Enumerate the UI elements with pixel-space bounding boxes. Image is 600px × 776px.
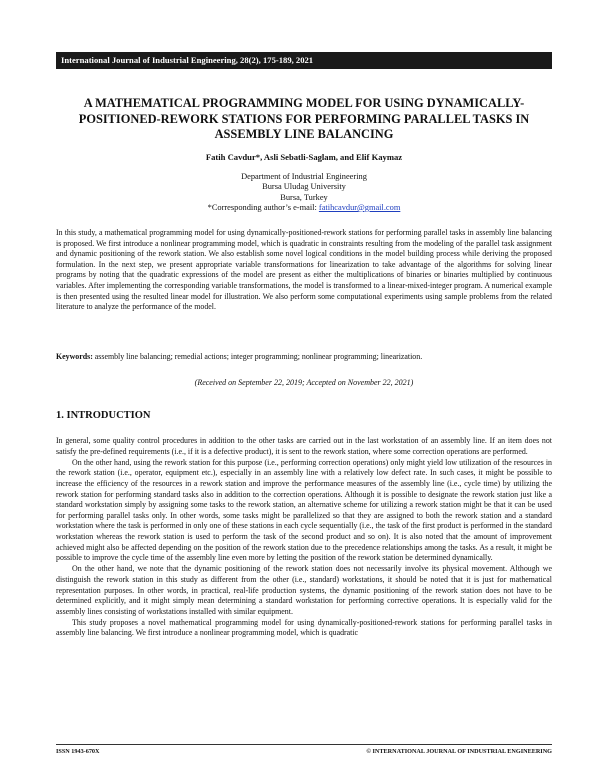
keywords-label: Keywords: — [56, 352, 93, 361]
paragraph: On the other hand, we note that the dynamic positioning of the rework station does not necessarily involve its physical movement. Although we distinguish the rework station in this study as different from the other (i.e., standard) workstations, it should be noted that it is just for mathematical representation purposes. In other words, in practical, real-life production systems, the dynamic positioning of the rework station does not have to be determined explicitly, and it might simply mean determining a standard workstation for performing corrective operations. It is especially valid for the assembly lines consisting of workstations installed with similar equipment. — [56, 564, 552, 616]
authors: Fatih Cavdur*, Asli Sebatli-Saglam, and Elif Kaymaz — [205, 152, 403, 162]
footer-divider — [56, 744, 552, 745]
abstract: In this study, a mathematical programming model for using dynamically-positioned-rework stations for performing parallel tasks in assembly line balancing is proposed. We first introduce a nonlinear programming model, which is quadratic in constraints resulting from the modeling of the parallel task assignment and dynamic positioning of the rework station. We also establish some novel logical conditions in the model building process while deriving the proposed formulation. In the next step, we present appropriate variable transformations for linearization to take advantage of the algorithms for solving linear programs by noting that the quadratic expressions of the model are present as either the multiplications of binaries or binaries multiplied by continuous variables. After implementing the corresponding variable transformations, the model is transformed to a linear-mixed-integer program. A numerical example is then presented using the resulted linear model for illustration. We also perform some computational experiments using sample problems from the related literature to analyze the performance of the model. — [56, 228, 552, 312]
department: Department of Industrial Engineering — [241, 172, 367, 181]
footer-issn: ISSN 1943-670X — [56, 748, 100, 755]
paragraph: This study proposes a novel mathematical programming model for using dynamically-positioned-rework stations for performing parallel tasks in assembly line balancing. We first introduce a nonlinear programming model, which is quadratic — [56, 617, 552, 638]
section-title: 1. INTRODUCTION — [56, 410, 151, 421]
paragraph: On the other hand, using the rework station for this purpose (i.e., performing correction operations) only might yield low utilization of the resources in the rework station (i.e., operator, equipment etc.), especially in an assembly line with a relatively low defect rate. In such cases, it might be possible to increase the efficiency of the resources in a rework station and improve the performance measures of the assembly line (i.e., cycle time) by utilizing the rework station for performing standard tasks also in addition to the correction operations. Although it is possible to designate the rework station just like a standard workstation simply by assigning some tasks to the rework station, an alternative scheme for utilizing a rework station might be that it can be used for performing parallel tasks only. In other words, some tasks might be parallelized so that they are assigned to both the rework station and a standard workstation where the task is performed in only one of these stations in each cycle sequentially (i.e., the task of the first product is performed in the standard workstation whereas the rework station is used to perform the task of the second product and so on). It is also noted that the amount of improvement achieved might also be affected depending on the position of the rework station due to the precedence relationships among the tasks. As a result, it might be possible to improve the cycle time of the assembly line even more by letting the position of the rework station be determined dynamically. — [56, 457, 552, 563]
location: Bursa, Turkey — [280, 192, 328, 202]
email-link[interactable]: fatihcavdur@gmail.com — [318, 202, 401, 212]
keywords — [56, 352, 552, 363]
footer-copyright: © INTERNATIONAL JOURNAL OF INDUSTRIAL ENGINEERING — [366, 748, 552, 755]
affiliation — [56, 172, 552, 213]
introduction-body — [56, 436, 552, 640]
paragraph: In general, some quality control procedures in addition to the other tasks are carried out in the last workstation of an assembly line. If an item does not satisfy the pre-defined requirements (i.e., if it is a defective product), it is sent to the rework station, where some correction operations are performed. — [56, 436, 552, 456]
keywords-text: assembly line balancing; remedial actions; integer programming; nonlinear programming; linearization. — [92, 352, 423, 361]
corresponding-author — [56, 203, 552, 213]
journal-header: International Journal of Industrial Engineering, 28(2), 175-189, 2021 — [56, 52, 552, 69]
paper-title: A MATHEMATICAL PROGRAMMING MODEL FOR USING DYNAMICALLY-POSITIONED-REWORK STATIONS FOR PERFORMING PARALLEL TASKS IN ASSEMBLY LINE BALANCING — [78, 96, 530, 141]
university: Bursa Uludag University — [262, 182, 346, 192]
received-dates: (Received on September 22, 2019; Accepted on November 22, 2021) — [194, 378, 414, 387]
email-label: *Corresponding author’s e-mail: — [207, 202, 319, 212]
